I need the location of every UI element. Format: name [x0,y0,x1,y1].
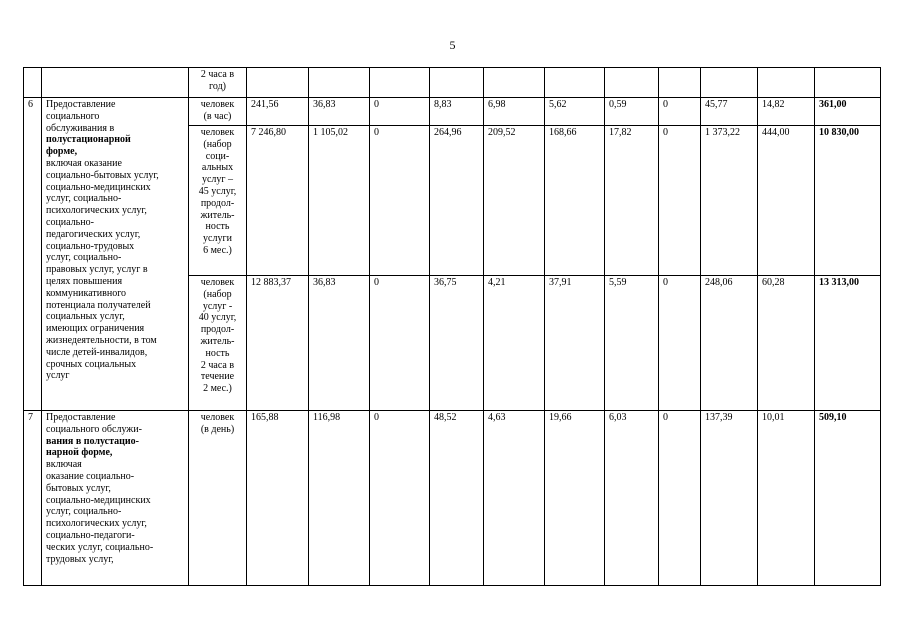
cost-value: 45,77 [701,98,758,126]
unit-line: 6 мес.) [203,244,232,256]
cost-value [247,68,309,98]
description-line: оказание социально- [46,470,135,482]
description-line: ческих услуг, социально- [46,541,154,553]
unit-of-measure [189,68,247,98]
description-line: включая оказание [46,157,122,169]
unit-line: ность [205,221,230,233]
cost-value: 12 883,37 [247,276,309,411]
description-line: социально-трудовых [46,240,135,252]
cost-value: 5,62 [545,98,605,126]
cost-value: 7 246,80 [247,126,309,276]
unit-line: 2 часа в [200,359,235,371]
cost-value: 48,52 [430,411,484,586]
description-line: целях повышения [46,275,123,287]
description-line: социального [46,110,100,122]
cost-value [309,68,370,98]
cost-value [605,68,659,98]
description-line: социальных услуг, [46,311,125,323]
cost-value: 37,91 [545,276,605,411]
cost-value: 14,82 [758,98,815,126]
cost-value [758,68,815,98]
cost-value: 1 373,22 [701,126,758,276]
tariff-total [815,68,881,98]
cost-value: 0 [370,126,430,276]
tariff-table [23,67,881,586]
row-number: 7 [24,411,42,586]
cost-value: 116,98 [309,411,370,586]
cost-value: 168,66 [545,126,605,276]
cost-value: 17,82 [605,126,659,276]
unit-line: ность [205,347,230,359]
description-line: нарной форме, [46,447,113,459]
description-line: услуг, социально- [46,193,122,205]
cost-value: 0 [370,411,430,586]
description-line: включая [46,459,82,471]
description-line: психологических услуг, [46,205,147,217]
unit-line: (набор [203,288,232,300]
description-line: социально- [46,216,94,228]
cost-value [545,68,605,98]
cost-value [430,68,484,98]
description-line: социально-педагоги- [46,529,135,541]
cost-value: 0 [659,411,701,586]
description-line: полустационарной [46,134,131,146]
unit-of-measure [189,411,247,586]
cost-value [659,68,701,98]
unit-line: 40 услуг, [198,312,237,324]
unit-line: житель- [200,209,235,221]
cost-value: 0 [370,276,430,411]
unit-line: 2 мес.) [203,383,232,395]
page-number: 5 [449,38,456,52]
cost-value: 0 [370,98,430,126]
description-line: социально-медицинских [46,494,151,506]
service-description [42,98,189,411]
description-line: форме, [46,146,78,158]
unit-line: услуги [203,233,232,245]
description-line: бытовых услуг, [46,482,111,494]
cost-value: 264,96 [430,126,484,276]
description-line: числе детей-инвалидов, [46,346,148,358]
tariff-total: 509,10 [815,411,881,586]
cost-value: 36,83 [309,276,370,411]
cost-value: 248,06 [701,276,758,411]
cost-value: 0 [659,276,701,411]
description-line: Предоставление [46,412,116,423]
unit-of-measure [189,126,247,276]
cost-value: 5,59 [605,276,659,411]
unit-of-measure [189,276,247,411]
unit-of-measure [189,98,247,126]
unit-line: (в день) [200,423,235,435]
cost-value: 60,28 [758,276,815,411]
cost-value: 19,66 [545,411,605,586]
row-number: 6 [24,98,42,411]
cost-value: 0 [659,98,701,126]
description-line: коммуникативного [46,287,127,299]
description-line: жизнедеятельности, в том [46,334,157,346]
description-line: педагогических услуг, [46,228,141,240]
cost-value: 165,88 [247,411,309,586]
cost-value: 1 105,02 [309,126,370,276]
unit-line: (набор [203,138,232,150]
cost-value: 241,56 [247,98,309,126]
cost-value: 6,03 [605,411,659,586]
cost-value: 6,98 [484,98,545,126]
unit-line: услуг – [201,174,234,186]
description-line: социально-медицинских [46,181,151,193]
cost-value [701,68,758,98]
description-line: обслуживания в [46,122,115,134]
tariff-total: 13 313,00 [815,276,881,411]
unit-line: продол- [200,197,235,209]
row-number [24,68,42,98]
description-line: социально-бытовых услуг, [46,169,159,181]
unit-line: человек [200,127,235,138]
unit-line: 2 часа в [200,69,235,80]
unit-line: год) [209,80,226,92]
description-line: имеющих ограничения [46,323,145,335]
unit-line: человек [200,99,235,110]
cost-value: 444,00 [758,126,815,276]
cost-value: 4,63 [484,411,545,586]
unit-line: продол- [200,324,235,336]
description-line: трудовых услуг, [46,553,114,565]
cost-value: 36,83 [309,98,370,126]
description-line: Предоставление [46,99,116,110]
unit-line: (в час) [203,110,232,122]
cost-value: 4,21 [484,276,545,411]
cost-value: 137,39 [701,411,758,586]
tariff-total: 361,00 [815,98,881,126]
description-line: вания в полустацио- [46,435,139,447]
description-line: потенциала получателей [46,299,151,311]
description-line: услуг [46,370,70,382]
cost-value [484,68,545,98]
table-row [24,68,881,98]
unit-line: житель- [200,335,235,347]
unit-line: 45 услуг, [198,185,237,197]
service-description [42,411,189,586]
cost-value: 209,52 [484,126,545,276]
cost-value: 8,83 [430,98,484,126]
table-row [24,411,881,586]
cost-value [370,68,430,98]
description-line: психологических услуг, [46,518,147,530]
description-line: услуг, социально- [46,252,122,264]
unit-line: соци- [205,150,230,162]
description-line: услуг, социально- [46,506,122,518]
description-line: правовых услуг, услуг в [46,264,148,276]
cost-value: 36,75 [430,276,484,411]
service-description [42,68,189,98]
unit-line: человек [200,277,235,288]
description-line: срочных социальных [46,358,137,370]
cost-value: 10,01 [758,411,815,586]
description-line: социального обслужи- [46,423,142,435]
unit-line: человек [200,412,235,423]
unit-line: альных [201,162,234,174]
unit-line: услуг - [202,300,233,312]
table-row [24,98,881,126]
tariff-total: 10 830,00 [815,126,881,276]
unit-line: течение [200,371,235,383]
cost-value: 0,59 [605,98,659,126]
cost-value: 0 [659,126,701,276]
